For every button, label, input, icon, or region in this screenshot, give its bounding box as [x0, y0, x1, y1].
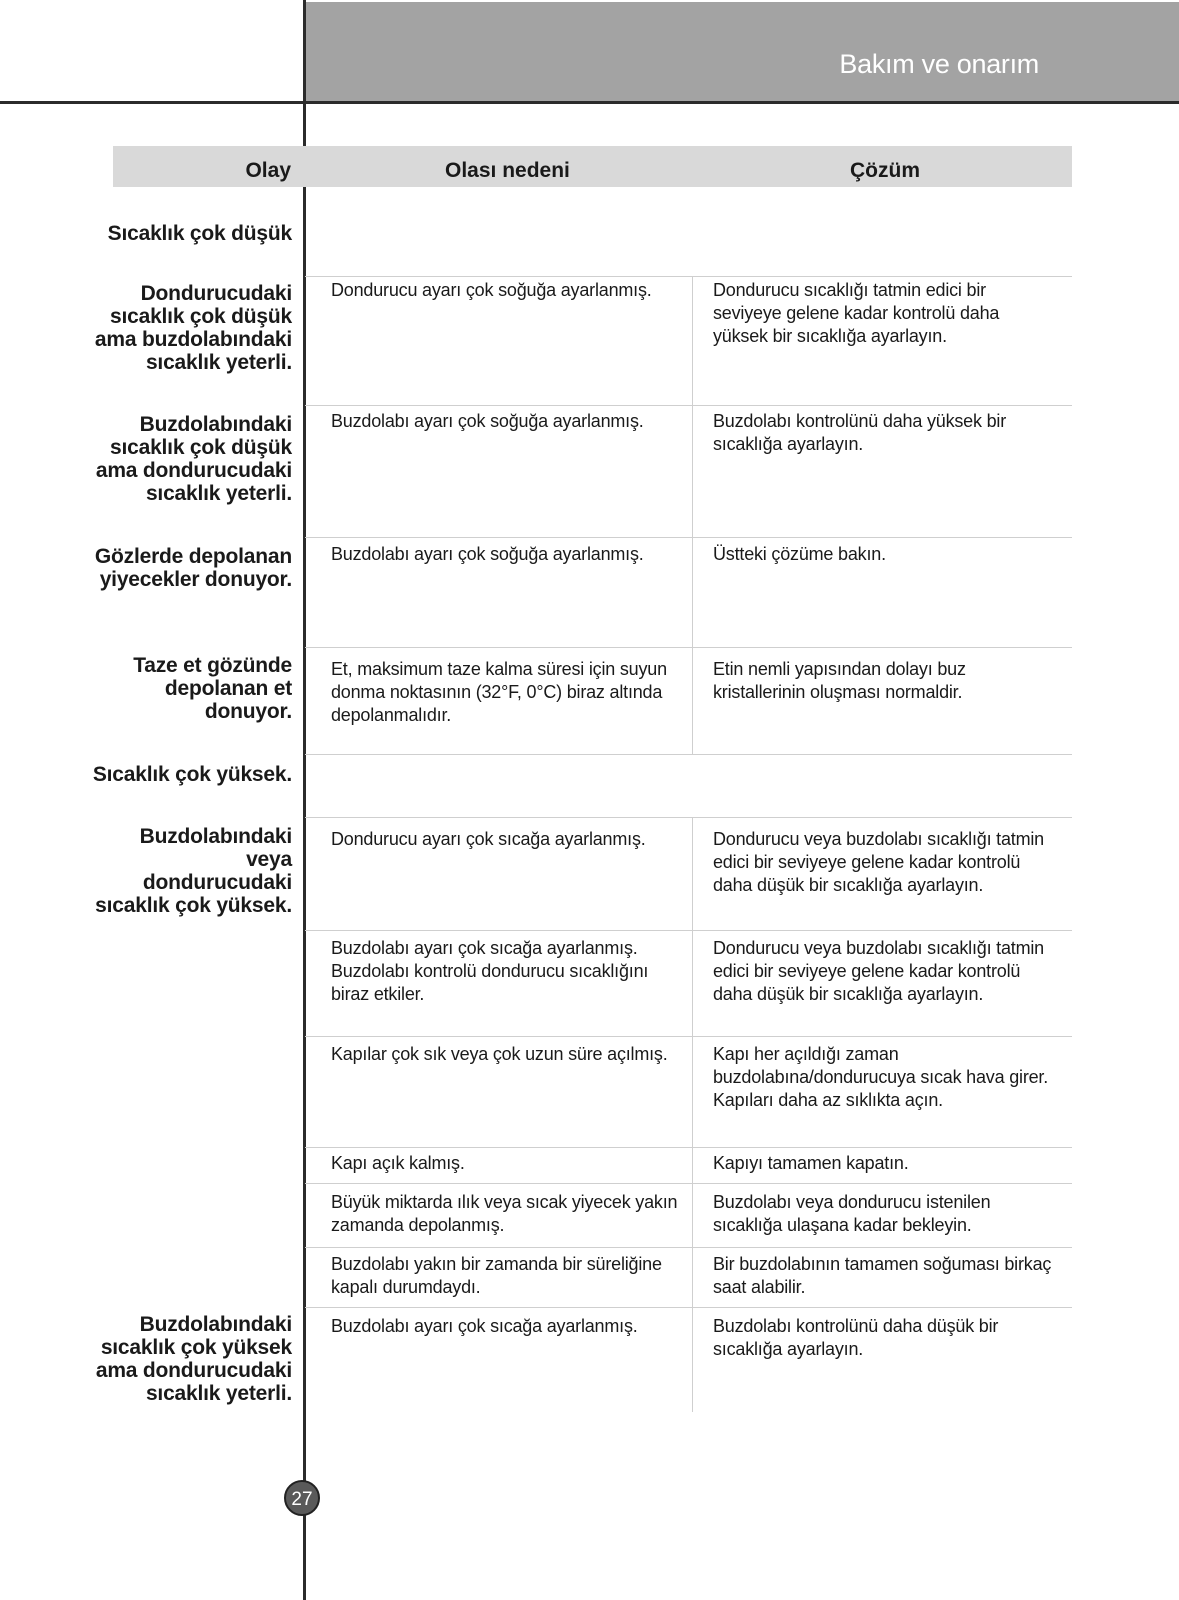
cause-cell: Dondurucu ayarı çok sıcağa ayarlanmış.	[331, 829, 646, 849]
solution-cell: Buzdolabı kontrolünü daha düşük bir sıcaklığa ayarlayın.	[713, 1316, 999, 1359]
row-divider	[305, 817, 1072, 818]
page-title: Bakım ve onarım	[839, 49, 1039, 79]
solution-cell: Bir buzdolabının tamamen soğuması birkaç saat alabilir.	[713, 1254, 1052, 1297]
event-label: Buzdolabındaki sıcaklık çok düşük ama dondurucudaki sıcaklık yeterli.	[95, 413, 292, 505]
header-band	[305, 2, 1179, 102]
solution-cell: Buzdolabı veya dondurucu istenilen sıcaklığa ulaşana kadar bekleyin.	[713, 1192, 991, 1235]
column-header-event: Olay	[245, 159, 291, 182]
solution-cell: Dondurucu veya buzdolabı sıcaklığı tatmin edici bir seviyeye gelene kadar kontrolü daha düşük bir sıcaklığa ayarlayın.	[713, 938, 1044, 1004]
event-label: Gözlerde depolanan yiyecekler donuyor.	[94, 545, 292, 591]
column-header-solution: Çözüm	[850, 159, 920, 182]
event-label: Buzdolabındaki sıcaklık çok yüksek ama dondurucudaki sıcaklık yeterli.	[95, 1313, 292, 1405]
event-label: Buzdolabındaki veya dondurucudaki sıcaklık çok yüksek.	[95, 825, 292, 917]
cause-cell: Buzdolabı ayarı çok sıcağa ayarlanmış. Buzdolabı kontrolü dondurucu sıcaklığını biraz etkiler.	[331, 938, 649, 1004]
cause-cell: Dondurucu ayarı çok soğuğa ayarlanmış.	[331, 280, 652, 300]
column-divider	[692, 276, 693, 754]
cause-cell: Buzdolabı ayarı çok soğuğa ayarlanmış.	[331, 411, 644, 431]
cause-cell: Kapı açık kalmış.	[331, 1153, 465, 1173]
solution-text: Kapı her açıldığı zaman buzdolabına/dondurucuya sıcak hava girer.	[713, 1044, 1049, 1087]
row-divider	[305, 647, 1072, 648]
solution-cell: Dondurucu sıcaklığı tatmin edici bir seviyeye gelene kadar kontrolü daha yüksek bir sıcaklığa ayarlayın.	[713, 280, 1000, 346]
cause-cell: Buzdolabı ayarı çok soğuğa ayarlanmış.	[331, 544, 644, 564]
solution-cell: Buzdolabı kontrolünü daha yüksek bir sıcaklığa ayarlayın.	[713, 411, 1006, 454]
row-divider	[305, 537, 1072, 538]
page-spine-rule	[303, 0, 306, 1600]
row-divider	[305, 1183, 1072, 1184]
solution-cell	[713, 1043, 1053, 1112]
header-rule	[0, 101, 1179, 104]
row-divider	[305, 1147, 1072, 1148]
cause-cell: Buzdolabı yakın bir zamanda bir süreliğine kapalı durumdaydı.	[331, 1254, 662, 1297]
cause-cell: Büyük miktarda ılık veya sıcak yiyecek yakın zamanda depolanmış.	[331, 1192, 678, 1235]
event-label: Sıcaklık çok yüksek.	[92, 763, 292, 786]
row-divider	[305, 754, 1072, 755]
row-divider	[305, 1036, 1072, 1037]
solution-text-extra: Kapıları daha az sıklıkta açın.	[713, 1090, 943, 1110]
row-divider	[305, 1247, 1072, 1248]
row-divider	[305, 930, 1072, 931]
table-header	[113, 146, 1072, 187]
event-label: Sıcaklık çok düşük	[107, 222, 292, 245]
column-divider	[692, 817, 693, 1412]
page-number-badge: 27	[284, 1480, 320, 1516]
column-header-cause: Olası nedeni	[445, 159, 570, 182]
event-label: Taze et gözünde depolanan et donuyor.	[133, 654, 292, 723]
solution-cell: Kapıyı tamamen kapatın.	[713, 1153, 909, 1173]
row-divider	[305, 276, 1072, 277]
row-divider	[305, 405, 1072, 406]
solution-cell: Etin nemli yapısından dolayı buz kristallerinin oluşması normaldir.	[713, 659, 966, 702]
solution-cell: Dondurucu veya buzdolabı sıcaklığı tatmin edici bir seviyeye gelene kadar kontrolü daha düşük bir sıcaklığa ayarlayın.	[713, 829, 1044, 895]
cause-cell: Kapılar çok sık veya çok uzun süre açılmış.	[331, 1044, 668, 1064]
cause-cell: Et, maksimum taze kalma süresi için suyun donma noktasının (32°F, 0°C) biraz altında depolanmalıdır.	[331, 659, 667, 725]
event-label: Dondurucudaki sıcaklık çok düşük ama buzdolabındaki sıcaklık yeterli.	[94, 282, 292, 374]
row-divider	[305, 1307, 1072, 1308]
solution-cell: Üstteki çözüme bakın.	[713, 544, 886, 564]
cause-cell: Buzdolabı ayarı çok sıcağa ayarlanmış.	[331, 1316, 638, 1336]
